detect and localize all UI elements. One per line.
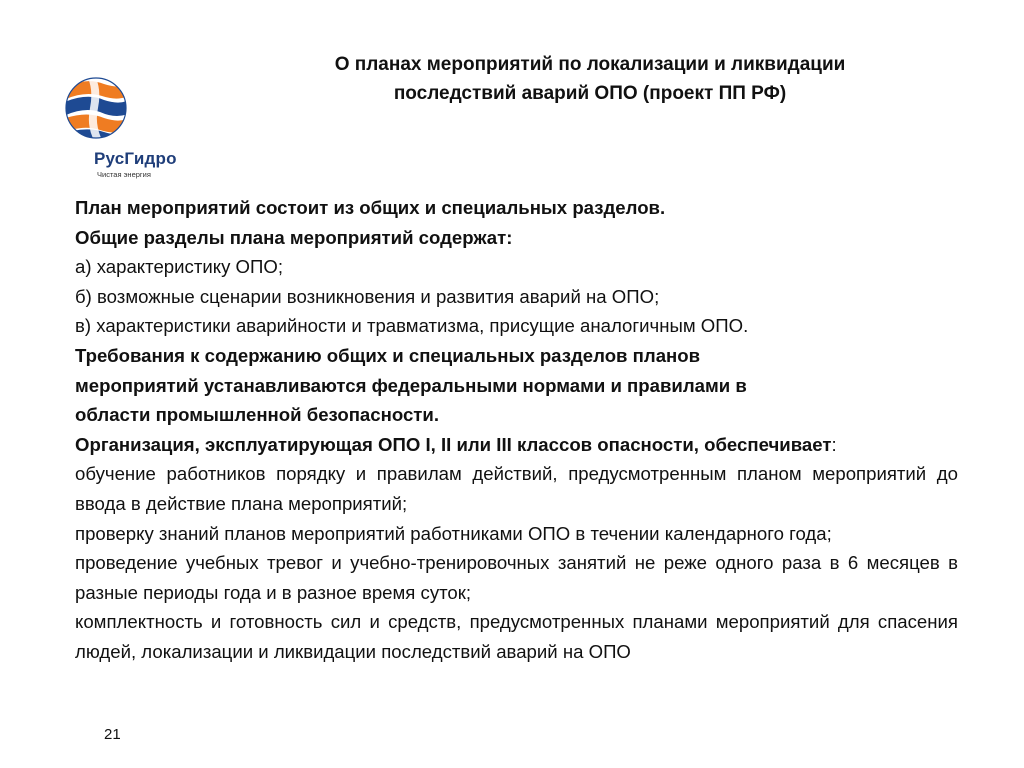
- paragraph-plan-structure: План мероприятий состоит из общих и специальных разделов.: [75, 197, 666, 218]
- brand-name: РусГидро: [94, 149, 177, 168]
- list-item-a: а) характеристику ОПО;: [75, 256, 283, 278]
- requirements-line-1: Требования к содержанию общих и специальных разделов планов: [75, 344, 701, 366]
- paragraph-general-sections: Общие разделы плана мероприятий содержат:: [75, 226, 513, 248]
- slide-body: [75, 193, 958, 667]
- list-item-b: б) возможные сценарии возникновения и развития аварий на ОПО;: [75, 285, 660, 307]
- organization-obligations-bold: Организация, эксплуатирующая ОПО I, II или III классов опасности, обеспечивает: [75, 433, 832, 455]
- organization-obligations-colon: :: [831, 433, 837, 455]
- list-item-c: в) характеристики аварийности и травматизма, присущие аналогичным ОПО.: [75, 315, 749, 337]
- page-number: 21: [104, 726, 121, 743]
- organization-obligations-heading: [75, 430, 958, 460]
- duty-knowledge-check: проверку знаний планов мероприятий работниками ОПО в течении календарного года;: [75, 522, 832, 544]
- slide-title: [300, 50, 880, 108]
- duty-readiness: комплектность и готовность сил и средств, предусмотренных планами мероприятий для спасения людей, локализации и ликвидации последствий аварий на ОПО: [75, 611, 958, 662]
- rushydro-logo: [64, 72, 194, 182]
- requirements-line-3: области промышленной безопасности.: [75, 404, 439, 426]
- title-line-1: О планах мероприятий по локализации и ликвидации: [334, 54, 846, 75]
- requirements-line-2: мероприятий устанавливаются федеральными нормами и правилами в: [75, 374, 747, 396]
- brand-tagline: Чистая энергия: [97, 170, 151, 179]
- duty-drills: проведение учебных тревог и учебно-тренировочных занятий не реже одного раза в 6 месяцев в разные периоды года и в разное время суток;: [75, 552, 958, 603]
- rushydro-emblem-icon: [64, 72, 128, 144]
- title-line-2: последствий аварий ОПО (проект ПП РФ): [393, 83, 787, 104]
- duty-training: обучение работников порядку и правилам действий, предусмотренным планом мероприятий до ввода в действие плана мероприятий;: [75, 463, 958, 514]
